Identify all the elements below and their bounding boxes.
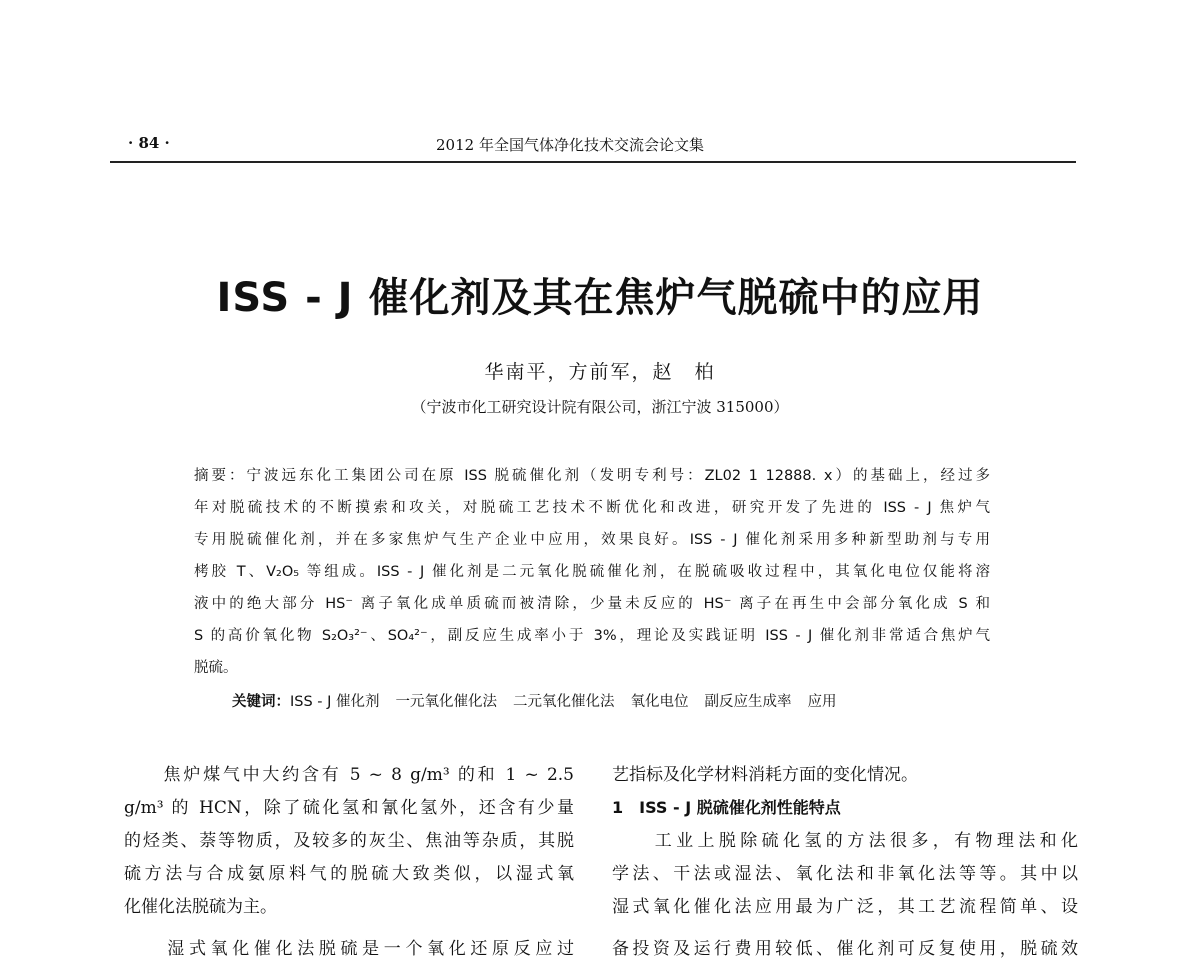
body-line: g/m³ 的 HCN，除了硫化氢和氰化氢外，还含有少量 bbox=[124, 798, 574, 818]
abstract-line: 专用脱硫催化剂，并在多家焦炉气生产企业中应用，效果良好。ISS - J 催化剂采用多种新型助剂与专用 bbox=[194, 532, 990, 548]
abstract-line: 摘要：宁波远东化工集团公司在原 ISS 脱硫催化剂（发明专利号：ZL02 1 12888. x）的基础上，经过多 bbox=[194, 468, 990, 484]
keyword: ISS - J 催化剂 bbox=[290, 694, 380, 710]
page-number: · 84 · bbox=[128, 134, 170, 152]
article-title: ISS - J 催化剂及其在焦炉气脱硫中的应用 bbox=[216, 275, 984, 321]
keyword: 一元氧化催化法 bbox=[395, 694, 498, 710]
abstract-line: 栲胶 T、V₂O₅ 等组成。ISS - J 催化剂是二元氧化脱硫催化剂，在脱硫吸收过程中，其氧化电位仅能将溶 bbox=[194, 564, 990, 580]
body-line: 湿式氧化催化法应用最为广泛，其工艺流程简单、设 bbox=[612, 897, 1078, 917]
body-line: 硫方法与合成氨原料气的脱硫大致类似，以湿式氧 bbox=[124, 864, 574, 884]
keywords bbox=[232, 690, 853, 711]
body-line: 湿式氧化催化法脱硫是一个氧化还原反应过 bbox=[124, 939, 574, 959]
body-line: 焦炉煤气中大约含有 5 ~ 8 g/m³ 的和 1 ~ 2.5 bbox=[124, 765, 574, 785]
journal-header: 2012 年全国气体净化技术交流会论文集 bbox=[436, 136, 704, 154]
keyword: 氧化电位 bbox=[630, 694, 689, 710]
abstract-line: 脱硫。 bbox=[194, 660, 238, 676]
section-heading: 1 ISS - J 脱硫催化剂性能特点 bbox=[612, 798, 841, 817]
body-line: 艺指标及化学材料消耗方面的变化情况。 bbox=[612, 765, 918, 785]
header-rule bbox=[110, 161, 1076, 163]
abstract-line: 年对脱硫技术的不断摸索和攻关，对脱硫工艺技术不断优化和改进，研究开发了先进的 ISS - J 焦炉气 bbox=[194, 500, 990, 516]
body-line: 学法、干法或湿法、氧化法和非氧化法等等。其中以 bbox=[612, 864, 1078, 884]
keyword: 副反应生成率 bbox=[704, 694, 792, 710]
body-line: 备投资及运行费用较低、催化剂可反复使用，脱硫效 bbox=[612, 939, 1078, 959]
abstract-line: 液中的绝大部分 HS⁻ 离子氧化成单质硫而被清除，少量未反应的 HS⁻ 离子在再生中会部分氧化成 S 和 bbox=[194, 596, 990, 612]
keywords-label: 关键词： bbox=[232, 694, 290, 710]
keyword: 应用 bbox=[807, 694, 837, 710]
body-line: 的烃类、萘等物质，及较多的灰尘、焦油等杂质，其脱 bbox=[124, 831, 574, 851]
affiliation: （宁波市化工研究设计院有限公司，浙江宁波 315000） bbox=[411, 398, 789, 416]
abstract-line: S 的高价氧化物 S₂O₃²⁻、SO₄²⁻，副反应生成率小于 3%，理论及实践证明 ISS - J 催化剂非常适合焦炉气 bbox=[194, 628, 990, 644]
body-line: 工业上脱除硫化氢的方法很多，有物理法和化 bbox=[612, 831, 1078, 851]
body-line: 化催化法脱硫为主。 bbox=[124, 897, 277, 917]
authors: 华南平，方前军，赵 柏 bbox=[484, 361, 716, 383]
keyword: 二元氧化催化法 bbox=[513, 694, 615, 710]
